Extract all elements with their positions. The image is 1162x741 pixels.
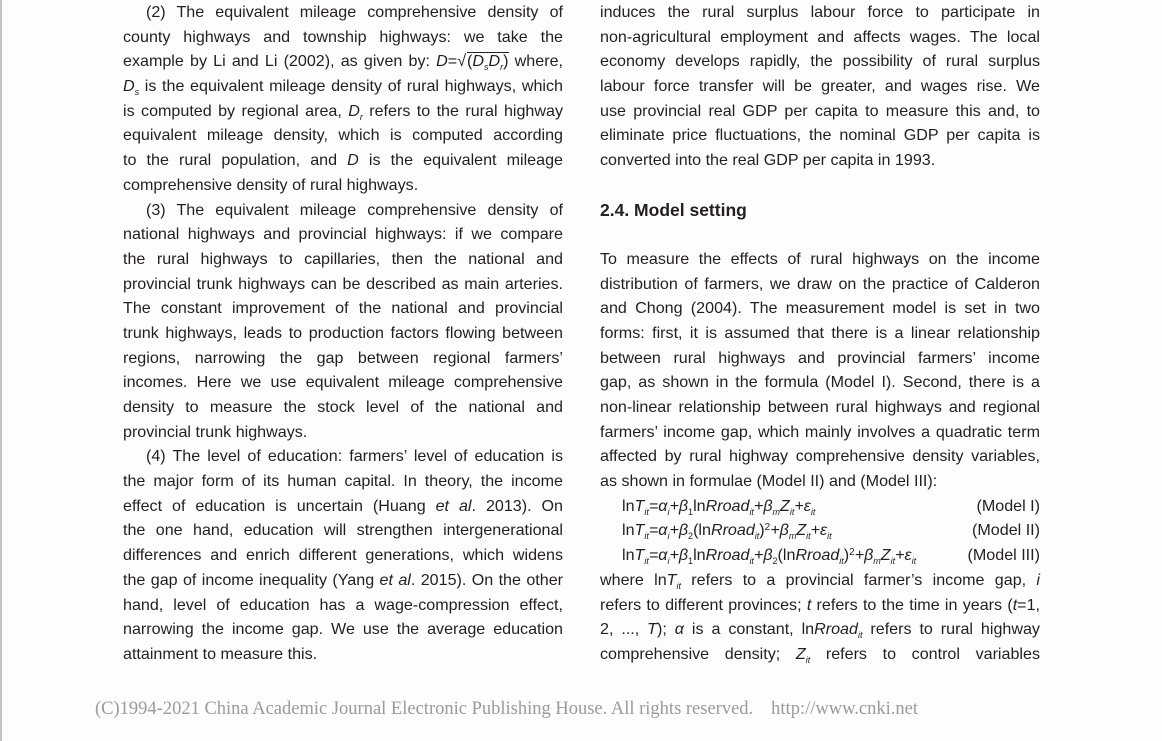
text-fragment: is computed by regional area, bbox=[123, 101, 349, 120]
symbol-Dr: D bbox=[348, 101, 360, 120]
paragraph-gdp bbox=[600, 0, 1040, 173]
paragraph-3 bbox=[123, 198, 563, 445]
copyright-footer bbox=[95, 699, 918, 720]
text-line: hand, level of education has a wage-compression effect, bbox=[123, 595, 563, 614]
text-line: national highways and provincial highways: if we compare bbox=[123, 225, 563, 244]
left-column bbox=[123, 0, 563, 667]
text-line: the one hand, education will strengthen intergenerational bbox=[123, 521, 563, 540]
spacer bbox=[600, 222, 1040, 247]
text-line: (2) The equivalent mileage comprehensive density of bbox=[146, 3, 563, 21]
text-line: where lnT$_{it}$ refers to a provincial farmer’s income gap, i bbox=[600, 570, 1040, 591]
text-line: and Chong (2004). The measurement model is set in two bbox=[600, 299, 1040, 318]
text-line: the rural highways to capillaries, then the national and bbox=[123, 249, 563, 268]
text-line bbox=[123, 148, 563, 173]
equation-body: $\ln T_{it}=\alpha_i+\beta_2(lnRroad_{it})^2+\beta_mZ_{it}+\varepsilon_{it}$ bbox=[622, 521, 832, 542]
sqrt-icon: √ bbox=[457, 52, 467, 71]
citation-etal: et al bbox=[435, 496, 472, 515]
text-line: non-linear relationship between rural highways and regional bbox=[600, 398, 1040, 416]
section-heading: 2.4. Model setting bbox=[600, 199, 747, 220]
paragraph-4 bbox=[123, 444, 563, 666]
text-line: (4) The level of education: farmers’ level of education is bbox=[146, 447, 563, 466]
text-line: trunk highways, leads to production factors flowing between bbox=[123, 323, 563, 342]
right-column bbox=[600, 0, 1040, 667]
text-line: economy develops rapidly, the possibility of rural surplus bbox=[600, 52, 1040, 71]
subscript: r bbox=[359, 111, 363, 122]
text-line: To measure the effects of rural highways on the income bbox=[600, 249, 1040, 268]
text-line: forms: first, it is assumed that there is a linear relationship bbox=[600, 323, 1040, 342]
text-line: use provincial real GDP per capita to measure this and, to bbox=[600, 101, 1040, 120]
symbol-D: D bbox=[347, 151, 359, 170]
text-line: county highways and township highways: we take the bbox=[123, 27, 563, 46]
text-fragment: is the equivalent mileage density of rural highways, which bbox=[139, 77, 563, 96]
citation-etal: et al bbox=[379, 570, 411, 589]
text-fragment: the gap of income inequality (Yang bbox=[123, 570, 380, 589]
text-line: (3) The equivalent mileage comprehensive density of bbox=[146, 200, 563, 219]
text-line: density to measure the stock level of the national and bbox=[123, 398, 563, 416]
text-line bbox=[123, 494, 563, 519]
text-line: narrowing the income gap. We use the average education bbox=[123, 620, 563, 639]
equation-model-2 bbox=[600, 518, 1040, 543]
subscript: s bbox=[134, 87, 140, 98]
paragraph-model bbox=[600, 247, 1040, 494]
text-line: The constant improvement of the national and provincial bbox=[123, 299, 563, 318]
text-line: between rural highways and provincial farmers’ income bbox=[600, 348, 1040, 367]
text-line: as shown in formulae (Model II) and (Model III): bbox=[600, 472, 938, 491]
equation-label: (Model III) bbox=[967, 546, 1040, 565]
text-line: distribution of farmers, we draw on the practice of Calderon bbox=[600, 274, 1040, 293]
text-line bbox=[123, 99, 563, 124]
paragraph-where bbox=[600, 568, 1040, 667]
text-line: labour force transfer will be greater, and wages rise. We bbox=[600, 77, 1040, 96]
page-edge bbox=[0, 0, 2, 741]
text-line: converted into the real GDP per capita in 1993. bbox=[600, 151, 936, 170]
text-line: provincial trunk highways. bbox=[123, 422, 308, 441]
text-line: incomes. Here we use equivalent mileage comprehensive bbox=[123, 373, 563, 392]
text-line: induces the rural surplus labour force to participate in bbox=[600, 3, 1040, 21]
equation-label: (Model I) bbox=[976, 496, 1040, 515]
text-line: attainment to measure this. bbox=[123, 644, 318, 663]
footer-url[interactable]: http://www.cnki.net bbox=[771, 699, 918, 719]
spacer bbox=[600, 173, 1040, 198]
text-line: the major form of its human capital. In theory, the income bbox=[123, 472, 563, 491]
text-fragment: . 2015). On the other bbox=[410, 570, 564, 589]
text-fragment: where, bbox=[508, 52, 563, 71]
text-fragment: to the rural population, and bbox=[123, 151, 348, 170]
equation-body: $\ln T_{it}=\alpha_i+\beta_1lnRroad_{it}+\beta_mZ_{it}+\varepsilon_{it}$ bbox=[622, 496, 816, 517]
text-line: gap, as shown in the formula (Model I). Second, there is a bbox=[600, 373, 1040, 392]
text-line: refers to different provinces; t refers to the time in years (t=1, bbox=[600, 595, 1040, 614]
equation-label: (Model II) bbox=[972, 521, 1040, 540]
text-line: comprehensive density of rural highways. bbox=[123, 175, 419, 194]
text-line: affected by rural highway comprehensive density variables, bbox=[600, 447, 1040, 466]
text-fragment: example by Li and Li (2002), as given by: bbox=[123, 52, 437, 71]
equation-model-1 bbox=[600, 494, 1040, 519]
text-line: comprehensive density; $Z_{it}$ refers to control variables bbox=[600, 644, 1040, 665]
paragraph-2 bbox=[123, 0, 563, 198]
text-line: differences and enrich different generations, which widens bbox=[123, 546, 563, 565]
symbol-Ds: D bbox=[123, 77, 135, 96]
text-line: equivalent mileage density, which is computed according bbox=[123, 126, 563, 145]
formula-D: $D=√(D_sD_r)$ bbox=[436, 52, 509, 73]
text-line bbox=[123, 49, 563, 74]
sqrt-radicand: $(D_sD_r)$ bbox=[467, 52, 509, 73]
text-fragment: . 2013). On bbox=[471, 496, 563, 515]
text-fragment: refers to the rural highway bbox=[362, 101, 563, 120]
text-fragment: is the equivalent mileage bbox=[358, 151, 563, 170]
text-line: eliminate price fluctuations, the nominal GDP per capita is bbox=[600, 126, 1040, 145]
text-line: farmers’ income gap, which mainly involves a quadratic term bbox=[600, 422, 1040, 441]
text-line: 2, ..., T); α is a constant, lnRroad$_{it}$ refers to rural highway bbox=[600, 620, 1040, 641]
text-line: provincial trunk highways can be described as main arteries. bbox=[123, 274, 563, 293]
text-line bbox=[123, 74, 563, 99]
text-line bbox=[123, 568, 563, 593]
copyright-text: (C)1994-2021 China Academic Journal Electronic Publishing House. All rights reserved. bbox=[95, 699, 754, 719]
text-line: regions, narrowing the gap between regional farmers’ bbox=[123, 348, 563, 367]
equation-body: $\ln T_{it}=\alpha_i+\beta_1lnRroad_{it}+\beta_2(lnRroad_{it})^2+\beta_mZ_{it}+\varepsilon_{it}$ bbox=[622, 546, 917, 567]
text-fragment: effect of education is uncertain (Huang bbox=[123, 496, 436, 515]
equation-model-3 bbox=[600, 543, 1040, 568]
text-line: non-agricultural employment and affects wages. The local bbox=[600, 27, 1040, 46]
